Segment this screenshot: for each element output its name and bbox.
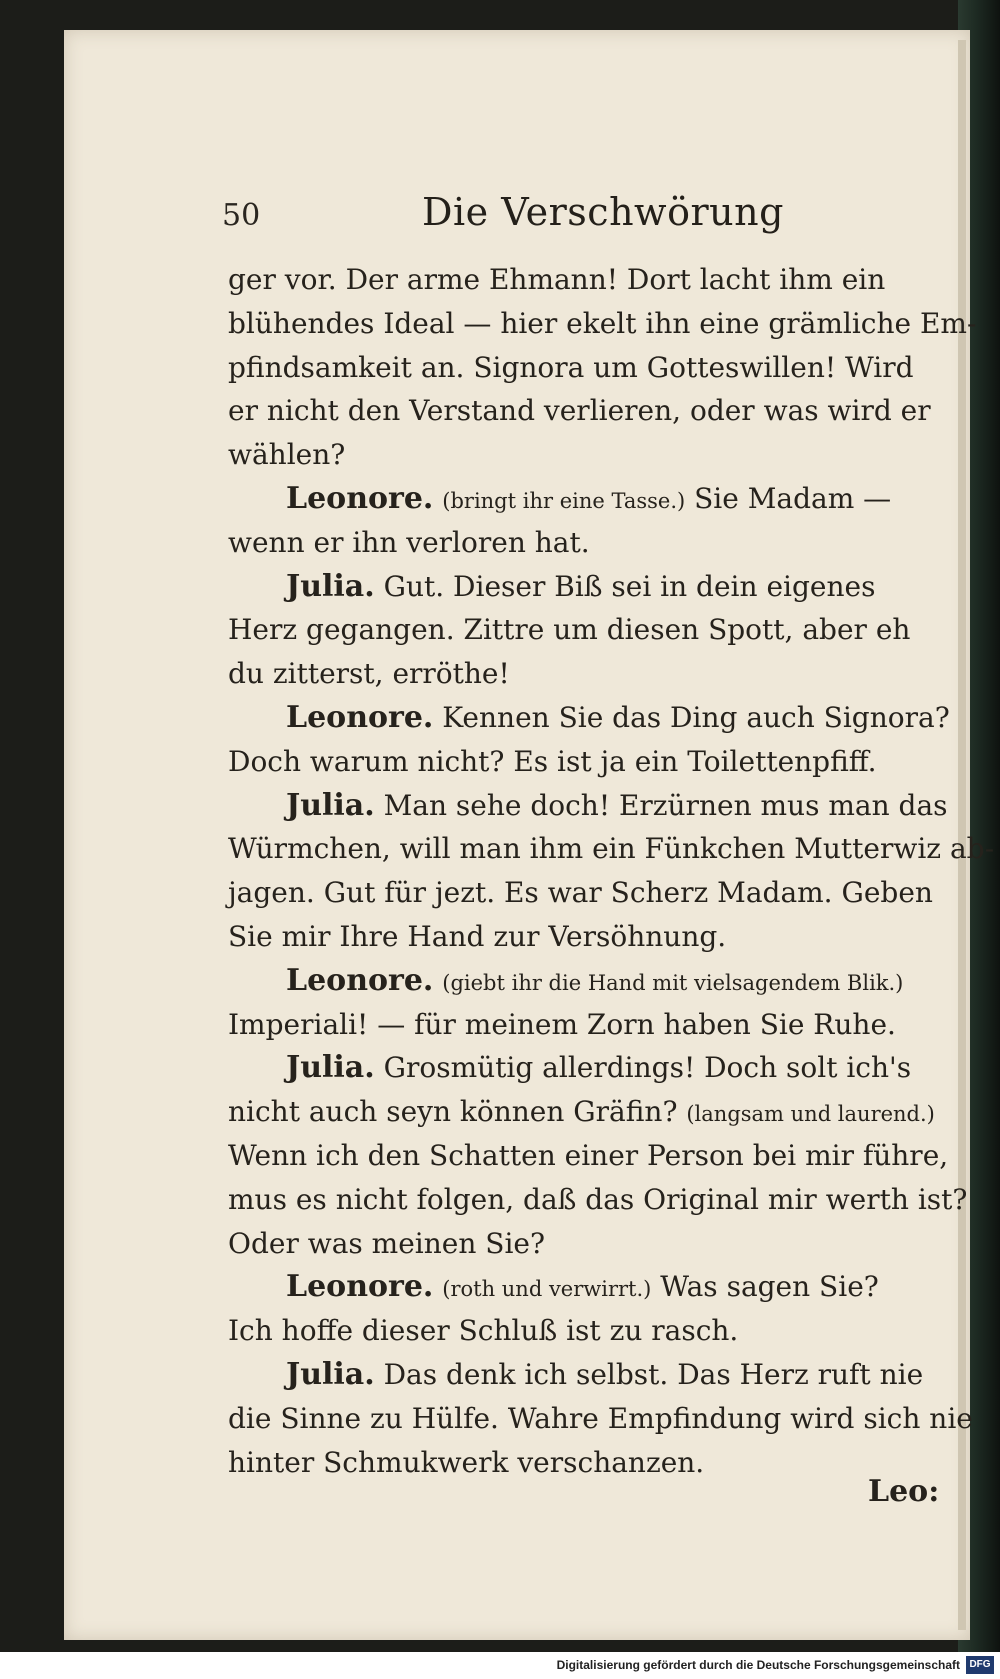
stage-direction: (giebt ihr die Hand mit vielsagendem Blik.)	[442, 970, 904, 995]
text-line	[228, 1178, 968, 1222]
line-text: Man sehe doch! Erzürnen mus man das	[374, 788, 948, 822]
text-line	[228, 1046, 924, 1090]
running-title: Die Verschwörung	[422, 190, 784, 234]
line-text: Sie Madam —	[685, 481, 892, 515]
stage-direction: (bringt ihr eine Tasse.)	[442, 488, 686, 513]
text-line	[228, 1309, 924, 1353]
catchword: Leo:	[868, 1474, 940, 1509]
text-line	[228, 477, 924, 521]
line-text: hinter Schmukwerk verschanzen.	[228, 1445, 705, 1479]
line-text: du zitterst, erröthe!	[228, 657, 510, 691]
stage-direction: (roth und verwirrt.)	[442, 1277, 652, 1302]
line-text: die Sinne zu Hülfe. Wahre Empfindung wird sich nie	[228, 1401, 973, 1435]
line-text	[433, 1270, 442, 1303]
text-line	[228, 784, 948, 828]
text-line	[228, 1265, 924, 1309]
text-line	[228, 521, 924, 565]
line-text: Oder was meinen Sie?	[228, 1226, 545, 1260]
line-text: Ich hoffe dieser Schluß ist zu rasch.	[228, 1314, 739, 1348]
text-line	[228, 1134, 949, 1178]
text-line	[228, 1353, 924, 1397]
speaker-name: Leonore.	[286, 1269, 434, 1305]
line-text: Herz gegangen. Zittre um diesen Spott, aber eh	[228, 613, 911, 647]
line-text: wählen?	[228, 438, 346, 472]
line-text	[433, 482, 442, 515]
line-text: Sie mir Ihre Hand zur Versöhnung.	[228, 919, 727, 953]
text-line	[228, 433, 924, 477]
line-text: Gut. Dieser Biß sei in dein eigenes	[374, 569, 876, 603]
body-text	[228, 258, 995, 1484]
page-header	[222, 190, 922, 250]
line-text: Kennen Sie das Ding auch Signora?	[433, 700, 950, 734]
text-line	[228, 1397, 973, 1441]
speaker-name: Leonore.	[286, 962, 434, 998]
line-text: Imperiali! — für meinem Zorn haben Sie Ruhe.	[228, 1007, 896, 1041]
speaker-name: Julia.	[286, 1050, 375, 1086]
text-line	[228, 1222, 924, 1266]
speaker-name: Julia.	[286, 1356, 375, 1392]
line-text: nicht auch seyn können Gräfin?	[228, 1095, 687, 1129]
dfg-logo: DFG	[966, 1656, 994, 1674]
speaker-name: Julia.	[286, 787, 375, 823]
footer-bar	[0, 1652, 1000, 1679]
text-line	[228, 959, 924, 1003]
line-text: Würmchen, will man ihm ein Fünkchen Mutterwiz ab-	[228, 832, 995, 866]
text-line	[228, 652, 924, 696]
line-text: mus es nicht folgen, daß das Original mir werth ist?	[228, 1182, 968, 1216]
line-text: pfindsamkeit an. Signora um Gotteswillen! Wird	[228, 350, 914, 384]
line-text: Grosmütig allerdings! Doch solt ich's	[374, 1051, 912, 1085]
text-line	[228, 696, 950, 740]
line-text: ger vor. Der arme Ehmann! Dort lacht ihm ein	[228, 263, 886, 296]
text-line	[228, 1090, 935, 1134]
text-line	[228, 740, 924, 784]
text-line	[228, 871, 933, 915]
text-line	[228, 1441, 924, 1485]
page-number: 50	[222, 198, 261, 233]
speaker-name: Leonore.	[286, 699, 434, 735]
stage-direction: (langsam und laurend.)	[686, 1102, 935, 1127]
speaker-name: Julia.	[286, 568, 375, 604]
line-text: jagen. Gut für jezt. Es war Scherz Madam. Geben	[228, 876, 933, 910]
text-line	[228, 346, 924, 390]
text-line	[228, 608, 924, 652]
funding-credit: Digitalisierung gefördert durch die Deutsche Forschungsgemeinschaft	[556, 1658, 960, 1672]
speaker-name: Leonore.	[286, 480, 434, 516]
text-line	[228, 565, 924, 609]
text-line	[228, 1003, 924, 1047]
text-line	[228, 827, 995, 871]
line-text: er nicht den Verstand verlieren, oder was wird er	[228, 394, 931, 428]
line-text: wenn er ihn verloren hat.	[228, 525, 590, 559]
text-line	[228, 258, 924, 302]
text-line	[228, 389, 931, 433]
line-text	[433, 964, 442, 997]
line-text: Wenn ich den Schatten einer Person bei mir führe,	[228, 1138, 949, 1172]
line-text: blühendes Ideal — hier ekelt ihn eine grämliche Em-	[228, 306, 977, 340]
text-line	[228, 915, 924, 959]
text-line	[228, 302, 977, 346]
line-text: Doch warum nicht? Es ist ja ein Toilettenpfiff.	[228, 744, 877, 778]
line-text: Was sagen Sie?	[651, 1270, 879, 1304]
line-text: Das denk ich selbst. Das Herz ruft nie	[374, 1357, 924, 1391]
